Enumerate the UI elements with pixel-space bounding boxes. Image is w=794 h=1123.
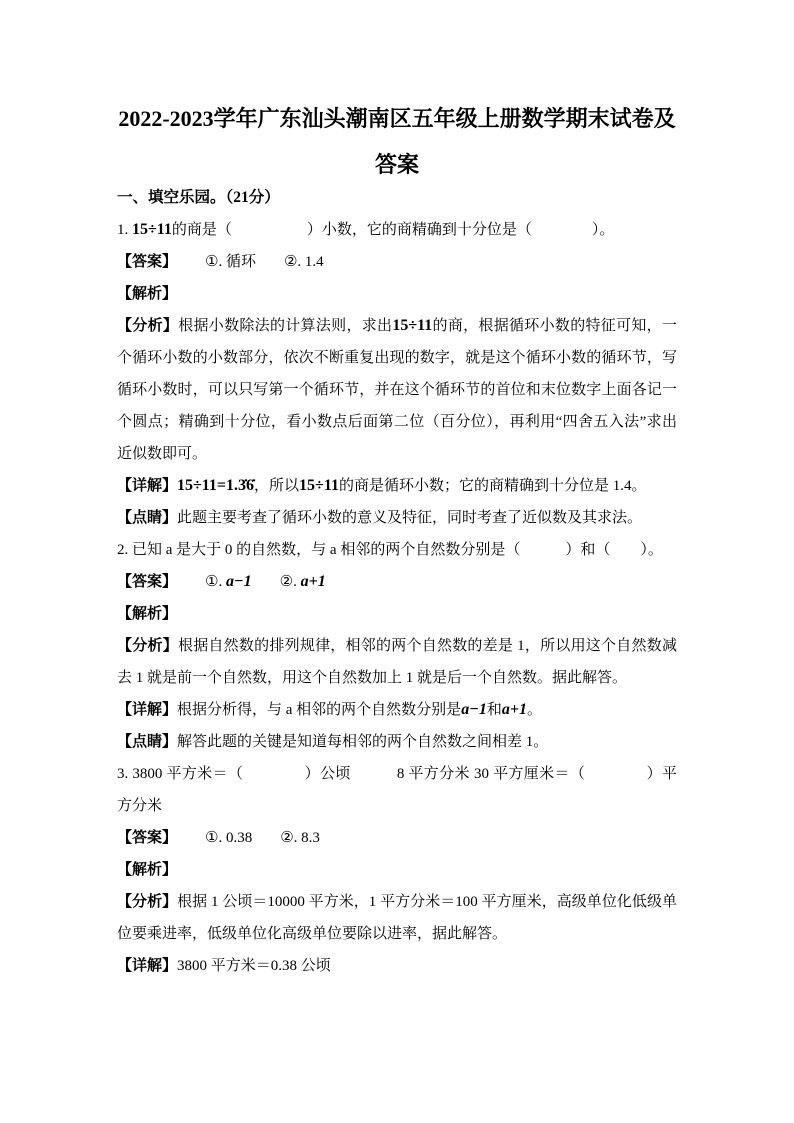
question-1-xiangjie-formula-2: 15÷11 (299, 477, 339, 494)
question-2-stem (117, 534, 677, 566)
xiangjie-label: 【详解】 (117, 478, 178, 494)
section-heading: 一、填空乐园。（21分） (117, 189, 280, 206)
question-3-xiangjie-line (117, 950, 677, 982)
dianjing-label: 【点睛】 (117, 510, 178, 526)
question-1-xiangjie-text-1: ，所以 (254, 478, 300, 494)
jiexi-label: 【解析】 (117, 286, 178, 302)
question-1-fenxi-paragraph (117, 310, 677, 470)
question-1-formula: 15÷11 (132, 221, 172, 238)
question-1-answer-item-1: ①. 循环 (205, 254, 256, 270)
question-3-stem (117, 758, 677, 822)
fenxi-label: 【分析】 (117, 318, 179, 334)
question-1-xiangjie-formula-1: 15÷11=1.3̇6̇ (177, 477, 255, 494)
question-2-stem-text: 已知 a 是大于 0 的自然数，与 a 相邻的两个自然数分别是（ ）和（ ）。 (132, 542, 663, 558)
xiangjie-label: 【详解】 (117, 958, 178, 974)
question-3-answer-item-2: ②. 8.3 (280, 830, 320, 846)
question-1-fenxi-text-2: 的商，根据循环小数的特征可知，一个循环小数的小数部分，依次不断重复出现的数字，就是这个循环小数的循环节，写循环小数时，可以只写第一个循环节，并在这个循环节的首位和末位数字上面各记一个圆点；精确到十分位，看小数点后面第二位（百分位），再利用“四舍五入法”求出近似数即可。 (117, 318, 677, 462)
question-1-jiexi-line (117, 278, 677, 310)
question-3-answer-item-1: ①. 0.38 (205, 830, 253, 846)
question-2-number: 2. (117, 542, 132, 558)
question-3-xiangjie-text: 3800 平方米＝0.38 公顷 (177, 958, 331, 974)
answer-label: 【答案】 (117, 254, 178, 270)
question-2-dianjing-line (117, 726, 677, 758)
question-2-answer-item-2 (280, 574, 326, 590)
jiexi-label: 【解析】 (117, 862, 178, 878)
dianjing-label: 【点睛】 (117, 734, 178, 750)
answer-label: 【答案】 (117, 574, 178, 590)
question-1-dianjing-line (117, 502, 677, 534)
question-1-number: 1. (117, 222, 132, 238)
question-1-answer-line (117, 246, 677, 278)
question-2-fenxi-paragraph (117, 630, 677, 694)
question-2-answer-line (117, 566, 677, 598)
question-2-answer-item-1-formula: a−1 (225, 573, 252, 590)
document-title-line1: 2022-2023学年广东汕头潮南区五年级上册数学期末试卷及 (118, 106, 676, 131)
question-2-xiangjie-formula-1: a−1 (461, 701, 487, 718)
question-2-fenxi-text: 根据自然数的排列规律，相邻的两个自然数的差是 1，所以用这个自然数减去 1 就是前一个自然数，用这个自然数加上 1 就是后一个自然数。据此解答。 (117, 638, 677, 686)
question-1-dianjing-text: 此题主要考查了循环小数的意义及特征，同时考查了近似数及其求法。 (177, 510, 643, 526)
question-3-jiexi-line (117, 854, 677, 886)
question-1-answer-item-2: ②. 1.4 (283, 254, 324, 270)
document-title-line2: 答案 (374, 152, 419, 177)
answer-label: 【答案】 (117, 830, 178, 846)
question-2-dianjing-text: 解答此题的关键是知道每相邻的两个自然数之间相差 1。 (177, 734, 549, 750)
question-1-stem (117, 214, 677, 246)
question-2-jiexi-line (117, 598, 677, 630)
question-2-xiangjie-text-2: 和 (486, 702, 502, 718)
question-2-xiangjie-formula-2: a+1 (501, 701, 528, 718)
fenxi-label: 【分析】 (117, 638, 178, 654)
question-3-fenxi-paragraph (117, 886, 677, 950)
fenxi-label: 【分析】 (117, 894, 178, 910)
question-3-answer-line (117, 822, 677, 854)
question-2-answer-item-1 (205, 574, 252, 590)
question-2-answer-item-2-formula: a+1 (300, 573, 326, 590)
question-1-xiangjie-line (117, 470, 677, 502)
question-3-stem-text: 3800 平方米＝（ ）公顷 8 平方分米 30 平方厘米＝（ ）平方分米 (117, 766, 677, 814)
question-2-answer-item-2-prefix: ②. (279, 574, 301, 590)
question-2-answer-item-1-prefix: ①. (205, 574, 226, 590)
xiangjie-label: 【详解】 (117, 702, 178, 718)
question-2-xiangjie-text-3: 。 (527, 702, 543, 718)
question-2-xiangjie-line (117, 694, 677, 726)
question-3-number: 3. (117, 766, 133, 782)
question-1-stem-text: 的商是（ ）小数，它的商精确到十分位是（ ）。 (171, 222, 615, 238)
jiexi-label: 【解析】 (117, 606, 178, 622)
question-3-fenxi-text: 根据 1 公顷＝10000 平方米，1 平方分米＝100 平方厘米，高级单位化低级单位要乘进率，低级单位化高级单位要除以进率，据此解答。 (117, 894, 677, 942)
question-2-xiangjie-text-1: 根据分析得，与 a 相邻的两个自然数分别是 (177, 702, 462, 718)
question-1-xiangjie-text-2: 的商是循环小数；它的商精确到十分位是 1.4。 (338, 478, 647, 494)
question-1-fenxi-text-1: 根据小数除法的计算法则，求出 (178, 318, 393, 334)
question-1-fenxi-formula: 15÷11 (392, 317, 433, 334)
